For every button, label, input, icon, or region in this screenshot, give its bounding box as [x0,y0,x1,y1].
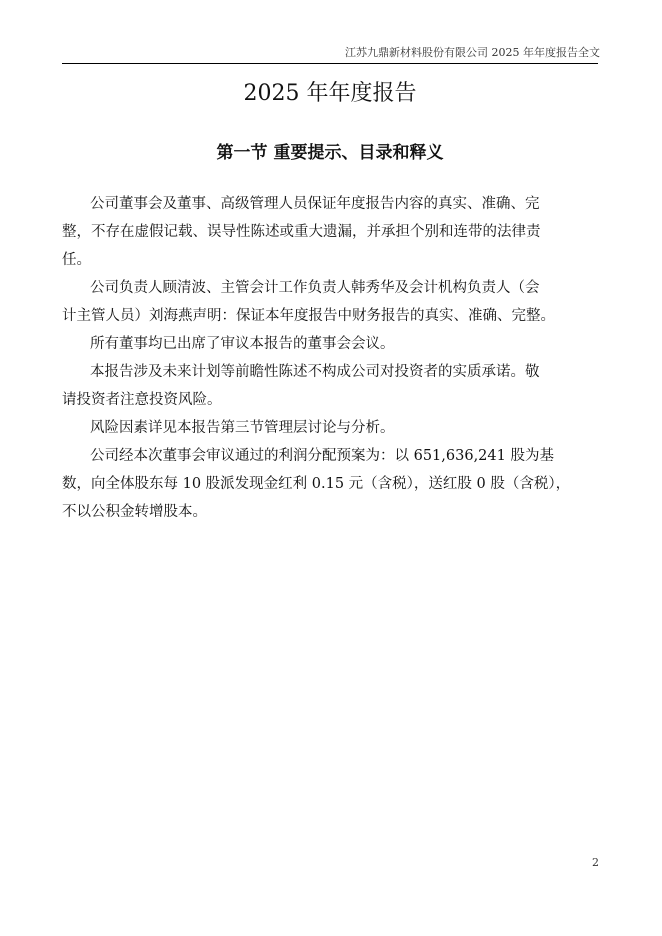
paragraph-line: 计主管人员）刘海燕声明：保证本年度报告中财务报告的真实、准确、完整。 [62,308,555,324]
paragraph-line: 公司负责人顾清波、主管会计工作负责人韩秀华及会计机构负责人（会 [90,280,540,296]
paragraph-line: 风险因素详见本报告第三节管理层讨论与分析。 [90,420,395,436]
page-number: 2 [592,856,599,869]
important-notice-body [62,190,600,526]
paragraph-forward-looking [62,358,600,414]
paragraph-risk-factors [90,414,600,442]
running-header: 江苏九鼎新材料股份有限公司 2025 年年度报告全文 [345,46,600,59]
section-title: 第一节 重要提示、目录和释义 [216,143,444,163]
paragraph-board-guarantee [62,190,600,274]
paragraph-responsible-persons [62,274,600,330]
paragraph-line: 公司经本次董事会审议通过的利润分配预案为：以 651,636,241 股为基 [90,448,554,464]
paragraph-line: 数，向全体股东每 10 股派发现金红利 0.15 元（含税），送红股 0 股（含税）， [62,476,571,492]
paragraph-line: 整，不存在虚假记载、误导性陈述或重大遗漏，并承担个别和连带的法律责 [62,224,541,240]
document-title: 2025 年年度报告 [243,81,417,106]
paragraph-line: 不以公积金转增股本。 [62,504,207,520]
paragraph-line: 请投资者注意投资风险。 [62,392,222,408]
paragraph-directors-attendance [90,330,600,358]
paragraph-line: 公司董事会及董事、高级管理人员保证年度报告内容的真实、准确、完 [90,196,540,212]
paragraph-profit-distribution [62,442,600,526]
header-divider [62,63,598,64]
paragraph-line: 所有董事均已出席了审议本报告的董事会会议。 [90,336,395,352]
paragraph-line: 本报告涉及未来计划等前瞻性陈述不构成公司对投资者的实质承诺。敬 [90,364,540,380]
paragraph-line: 任。 [62,252,91,268]
